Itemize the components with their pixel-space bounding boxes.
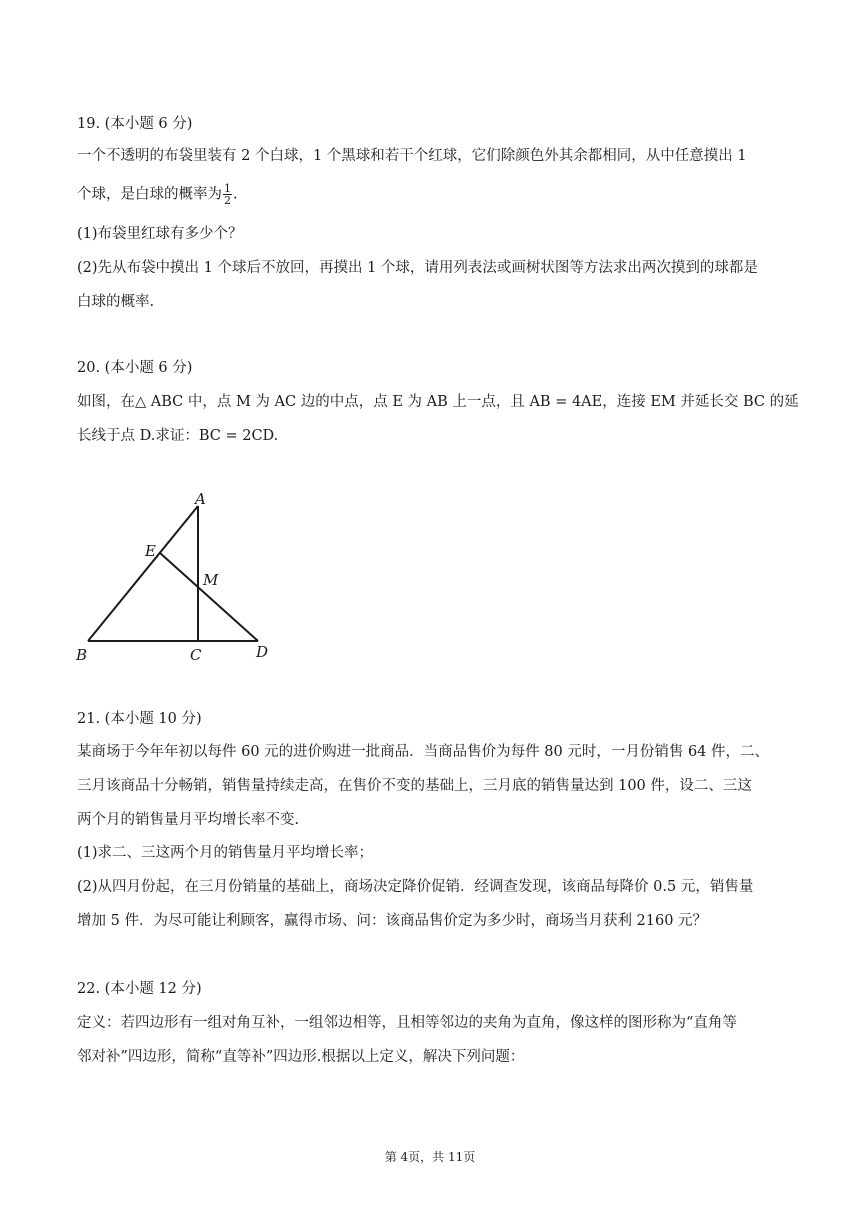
q22-line1: 定义：若四边形有一组对角互补，一组邻边相等，且相等邻边的夹角为直角，像这样的图形称为“直角等: [77, 1015, 737, 1031]
q19-line1: 一个不透明的布袋里装有 2 个白球，1 个黑球和若干个红球，它们除颜色外其余都相同，从中任意摸出 1: [77, 148, 747, 164]
label-e: E: [145, 542, 156, 560]
q19-header: 19. (本小题 6 分): [77, 116, 193, 132]
segment-ed: [160, 553, 258, 641]
q19-part2-line1: (2)先从布袋中摸出 1 个球后不放回，再摸出 1 个球，请用列表法或画树状图等方法求出两次摸到的球都是: [77, 260, 758, 276]
fraction-denominator: 2: [224, 194, 231, 207]
q21-line2: 三月该商品十分畅销，销售量持续走高，在售价不变的基础上，三月底的销售量达到 100 件，设二、三这: [77, 778, 752, 794]
fraction-numerator: 1: [224, 182, 231, 195]
q20-line2: 长线于点 D.求证：BC = 2CD.: [77, 428, 279, 444]
q19-part1: (1)布袋里红球有多少个？: [77, 226, 243, 242]
q21-line3: 两个月的销售量月平均增长率不变.: [77, 812, 300, 828]
q22-line2: 邻对补”四边形，简称“直等补”四边形.根据以上定义，解决下列问题：: [77, 1049, 525, 1065]
q19-part2-line2: 白球的概率.: [77, 294, 155, 310]
page-number-footer: 第 4页，共 11页: [384, 1150, 476, 1164]
q21-header: 21. (本小题 10 分): [77, 711, 202, 727]
q22-header: 22. (本小题 12 分): [77, 981, 202, 997]
q21-part2-line2: 增加 5 件．为尽可能让利顾客，赢得市场、问：该商品售价定为多少时，商场当月获利 2160 元？: [77, 913, 708, 929]
probability-fraction: [223, 183, 232, 206]
q21-part2-line1: (2)从四月份起，在三月份销量的基础上，商场决定降价促销．经调查发现，该商品每降价 0.5 元，销售量: [77, 879, 754, 895]
label-d: D: [256, 643, 269, 661]
triangle-figure: [70, 490, 280, 665]
label-c: C: [190, 646, 202, 664]
q19-line2-post: .: [233, 186, 238, 203]
q19-line2-pre: 个球，是白球的概率为: [77, 186, 222, 203]
q20-header: 20. (本小题 6 分): [77, 360, 193, 376]
q19-line2: [77, 183, 238, 206]
label-b: B: [76, 646, 88, 664]
q20-line1: 如图，在△ ABC 中，点 M 为 AC 边的中点，点 E 为 AB 上一点，且 AB = 4AE，连接 EM 并延长交 BC 的延: [77, 394, 799, 410]
label-a: A: [195, 490, 206, 508]
q21-line1: 某商场于今年年初以每件 60 元的进价购进一批商品．当商品售价为每件 80 元时，一月份销售 64 件，二、: [77, 744, 770, 760]
q21-part1: (1)求二、三这两个月的销售量月平均增长率；: [77, 845, 374, 861]
label-m: M: [203, 571, 219, 589]
